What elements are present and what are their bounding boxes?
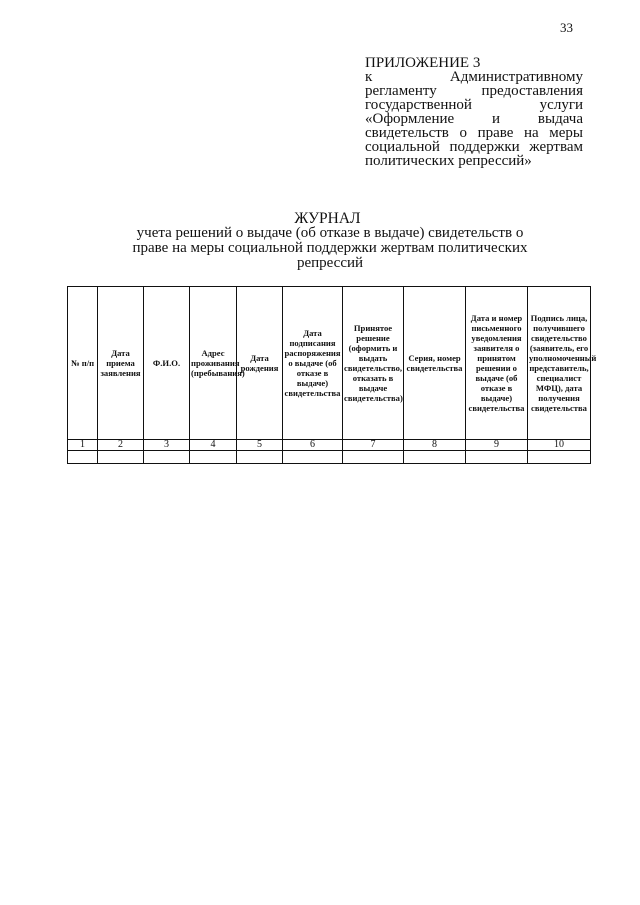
number-cell: 2 bbox=[98, 440, 144, 451]
header-cell: Адрес проживания (пребывания) bbox=[190, 287, 237, 440]
number-row bbox=[68, 440, 591, 451]
empty-cell bbox=[190, 451, 237, 464]
header-cell: Дата подписания распоряжения о выдаче (об отказе в выдаче) свидетельства bbox=[283, 287, 343, 440]
page-number: 33 bbox=[560, 20, 573, 35]
journal-subtitle: учета решений о выдаче (об отказе в выдаче) свидетельств о праве на меры социальной поддержки жертвам политических репрессий bbox=[132, 225, 528, 271]
number-cell: 6 bbox=[283, 440, 343, 451]
journal-title: ЖУРНАЛ bbox=[294, 210, 361, 227]
number-cell: 7 bbox=[343, 440, 404, 451]
empty-cell bbox=[343, 451, 404, 464]
header-cell: № п/п bbox=[68, 287, 98, 440]
header-cell: Ф.И.О. bbox=[144, 287, 190, 440]
header-row bbox=[68, 287, 591, 440]
empty-cell bbox=[528, 451, 591, 464]
header-cell: Дата рождения bbox=[237, 287, 283, 440]
empty-row bbox=[68, 451, 591, 464]
journal-table bbox=[67, 286, 597, 464]
number-cell: 8 bbox=[404, 440, 466, 451]
number-cell: 5 bbox=[237, 440, 283, 451]
appendix-title: ПРИЛОЖЕНИЕ 3 bbox=[365, 55, 481, 71]
header-cell: Подпись лица, получившего свидетельство (заявитель, его уполномоченный представитель, специалист МФЦ), дата получения свидетельства bbox=[528, 287, 591, 440]
header-cell: Дата и номер письменного уведомления заявителя о принятом решении о выдаче (об отказе в выдаче) свидетельства bbox=[466, 287, 528, 440]
empty-cell bbox=[144, 451, 190, 464]
empty-cell bbox=[68, 451, 98, 464]
empty-cell bbox=[466, 451, 528, 464]
number-cell: 9 bbox=[466, 440, 528, 451]
empty-cell bbox=[404, 451, 466, 464]
empty-cell bbox=[237, 451, 283, 464]
number-cell: 4 bbox=[190, 440, 237, 451]
number-cell: 1 bbox=[68, 440, 98, 451]
number-cell: 10 bbox=[528, 440, 591, 451]
appendix-block bbox=[365, 56, 583, 168]
number-cell: 3 bbox=[144, 440, 190, 451]
header-cell: Дата приема заявления bbox=[98, 287, 144, 440]
header-cell: Серия, номер свидетельства bbox=[404, 287, 466, 440]
empty-cell bbox=[98, 451, 144, 464]
empty-cell bbox=[283, 451, 343, 464]
header-cell: Принятое решение (оформить и выдать свидетельство, отказать в выдаче свидетельства) bbox=[343, 287, 404, 440]
appendix-body: к Административному регламенту предоставления государственной услуги «Оформление и выдача свидетельств о праве на меры социальной поддержки жертвам политических репрессий» bbox=[365, 69, 583, 169]
